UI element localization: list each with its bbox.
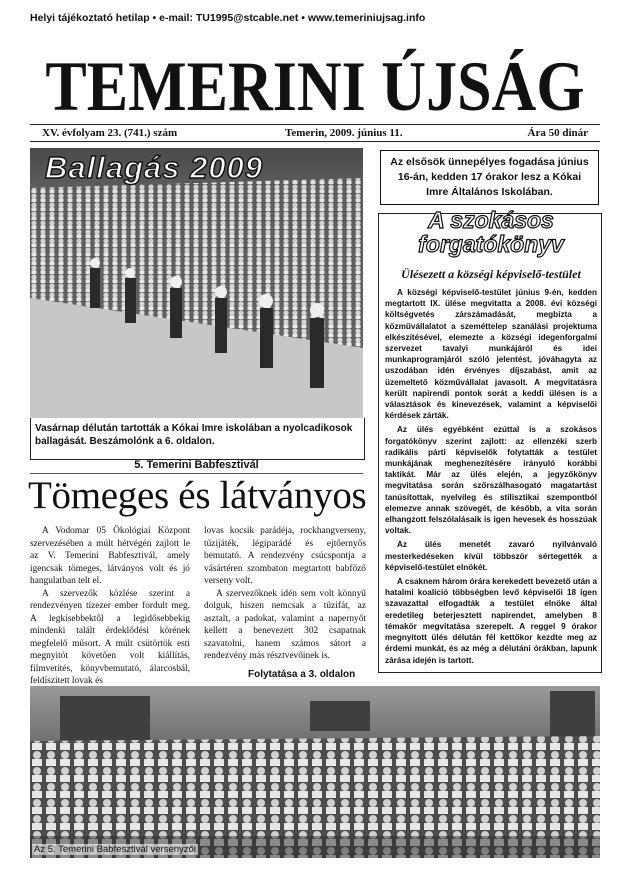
bottom-photo-caption: Az 5. Temerini Babfesztivál versenyzői	[34, 844, 196, 855]
masthead-title: TEMERINI ÚJSÁG	[45, 47, 585, 126]
article2-headline-line: forgatókönyv	[418, 231, 564, 257]
issue-date: Temerin, 2009. június 11.	[285, 127, 403, 139]
article1-headline: Tömeges és látványos	[28, 474, 367, 517]
article1-kicker: 5. Temerini Babfesztivál	[30, 459, 363, 474]
issue-number: XV. évfolyam 23. (741.) szám	[42, 127, 178, 139]
article2-headline	[380, 208, 602, 256]
article1-paragraph: A szervezők közlése szerint a rendezvényen tízezer ember fordult meg. A legkisebbektől a legidősebbekig mindenki talált érdeklődési körének megfelelő műsort. A múlt csütörtök esti megnyitót követően volt kiállítás, filmvetítés, könyvbemutató, álarcosbál, feldíszített lovak és	[30, 588, 190, 686]
issue-price: Ára 50 dinár	[527, 127, 588, 139]
article2-paragraph: A községi képviselő-testület június 9-én, kedden megtartott IX. ülése megvitatta a 2008. évi községi költségvetés zárszámadását, megbízta a közművállalatot a szeméttelep szanálási projektuma elkészítésével, elemezte a községi idegenforgalmi szervezet tavalyi munkájáról és idei munkaprogramjáról szóló jelentést, jóváhagyta az uszodában idén érvényes díjszabást, amit az üzemeltető közművállalat javasolt. A megvitatásra került napirendi pontok sorát a keddi ülésen is a választások és kinevezések, valamint a képviselői kérdések zárták.	[385, 288, 597, 421]
header-topline: Helyi tájékoztató hetilap • e-mail: TU1995@stcable.net • www.temeriniujsag.info	[30, 12, 426, 24]
lead-photo-title: Ballagás 2009	[45, 150, 264, 185]
lead-photo-caption: Vasárnap délután tartották a Kókai Imre iskolában a nyolcadikosok ballagását. Beszámolónk a 6. oldalon.	[30, 418, 365, 460]
article2-headline-line: A szokásos	[428, 207, 554, 233]
article2-body	[385, 287, 597, 669]
article2-paragraph: Az ülés menetét zavaró nyilvánvaló mesterkedéseken kívül többször sértegették a képviselő-testület elnökét.	[385, 540, 597, 572]
article2-subhead: Ülésezett a községi képviselő-testület	[401, 267, 581, 281]
article1-paragraph: lovas kocsik parádéja, rockhangverseny, tűzijáték, légiparádé és ejtőernyős bemutató. A rendezvény csúcspontja a vásártéren szombaton megtartott babfőző verseny volt.	[204, 526, 366, 586]
article2-paragraph: Az ülés egyébként ezúttal is a szokásos forgatókönyv szerint zajlott: az ellenzéki szerb radikális párti képviselők folytatták a testület munkájának meghenezítésére irányuló korábbi taktikát. Már az ülés elején, a jegyzőkönyv megvitatása során szőrszálhasogató magatartást tanúsítottak, nyelvileg és stilisztikai szempontból elemezve annak szövegét, de később, a vita során elhangzott felszólalásaik is igen hevesek és hosszúak voltak.	[385, 425, 597, 536]
bottom-photo	[30, 686, 600, 858]
article1-paragraph: A Vodomar 05 Ökológiai Központ szervezésében a múlt hétvégén zajlott le az V. Temerini Babfesztivál, amely igencsak tömeges, látványos volt és jó hangulatban telt el.	[30, 526, 190, 586]
article2-paragraph: A csaknem három órára kerekedett bevezető után a hatalmi koalíció többségben levő képviselői 18 igen szavazattal elfogadták a testület elnöke által eredetileg beterjesztett napirendet, amelyben 8 témakör megvitatása szerepelt. A reggel 9 órakor megnyitott ülés délután fél kettőkor kezdte meg az érdemi munkát, és az még a délutáni órákban, lapunk zárása idején is tartott.	[385, 577, 597, 665]
notice-box: Az elsősök ünnepélyes fogadása június 16-án, kedden 17 órakor lesz a Kókai Imre Általános Iskolában.	[380, 150, 599, 205]
article1-continued[interactable]: Folytatása a 3. oldalon	[248, 669, 356, 680]
article1-column-1	[30, 525, 190, 688]
article1-paragraph: A szervezőknek idén sem volt könnyű dolguk, hiszen nemcsak a tűzifát, az asztalt, a padokat, valamint a napernyőt kellett a benevezett 302 csapatnak szavatolni, hanem számos sátort a rendezvény más résztvevőinek is.	[204, 588, 366, 661]
lead-photo	[30, 148, 363, 418]
issue-bar	[30, 124, 600, 142]
article1-column-2	[204, 525, 366, 663]
